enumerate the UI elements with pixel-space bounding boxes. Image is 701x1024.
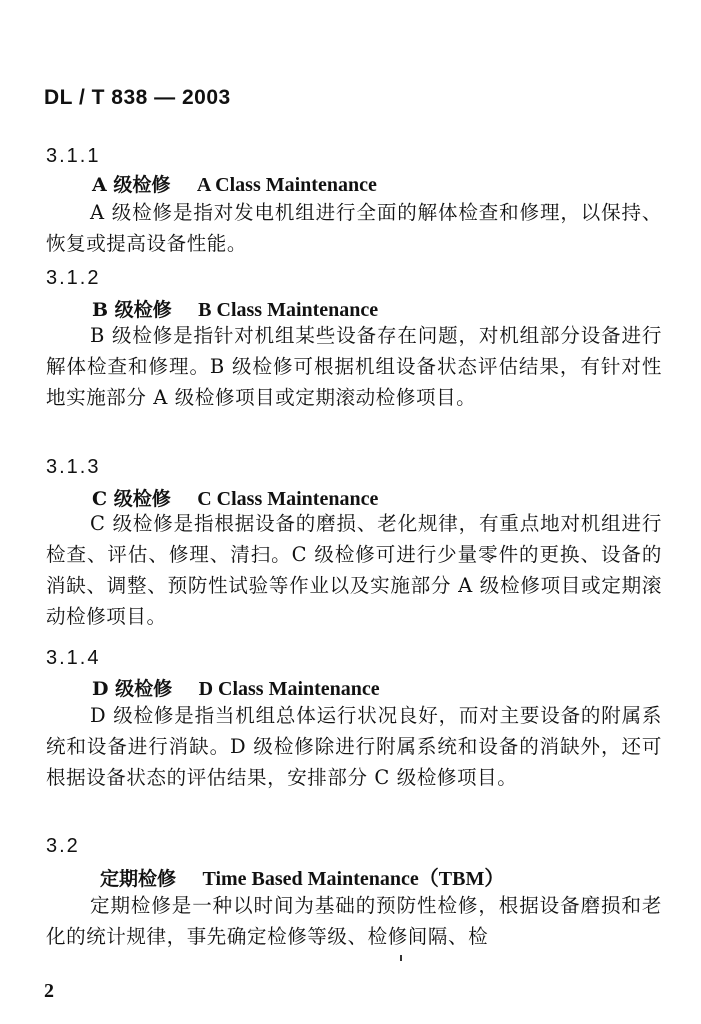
term-heading [100,862,504,891]
term-en: A Class Maintenance [196,174,377,196]
term-heading [92,170,377,197]
page-number: 2 [44,980,54,1002]
section-number: 3.2 [46,835,80,857]
term-en: D Class Maintenance [198,678,380,700]
section-body: C 级检修是指根据设备的磨损、老化规律，有重点地对机组进行检查、评估、修理、清扫。C 级检修可进行少量零件的更换、设备的消缺、调整、预防性试验等作业以及实施部分 A 级检修项目或定期滚动检修项目。 [46,512,662,628]
term-en: C Class Maintenance [197,488,379,510]
scan-speck [400,955,402,961]
term-cn: D 级检修 [92,678,173,700]
section-body: D 级检修是指当机组总体运行状况良好，而对主要设备的附属系统和设备进行消缺。D 级检修除进行附属系统和设备的消缺外，还可根据设备状态的评估结果，安排部分 C 级检修项目。 [46,704,662,789]
section-number: 3.1.4 [46,647,101,669]
term-heading [92,674,380,701]
section-number: 3.1.2 [46,267,101,289]
term-cn: A 级检修 [92,174,171,196]
section-body: A 级检修是指对发电机组进行全面的解体检查和修理，以保持、恢复或提高设备性能。 [46,201,662,255]
section-body: 定期检修是一种以时间为基础的预防性检修，根据设备磨损和老化的统计规律，事先确定检修等级、检修间隔、检 [46,894,662,948]
section-number: 3.1.3 [46,456,101,478]
section-number: 3.1.1 [46,145,101,167]
term-en: B Class Maintenance [198,299,379,321]
term-cn: 定期检修 [100,868,177,890]
section-body: B 级检修是指针对机组某些设备存在问题，对机组部分设备进行解体检查和修理。B 级检修可根据机组设备状态评估结果，有针对性地实施部分 A 级检修项目或定期滚动检修项目。 [46,324,662,409]
term-cn: B 级检修 [92,299,172,321]
term-cn: C 级检修 [92,488,171,510]
standard-code-header: DL / T 838 — 2003 [44,86,231,109]
term-en: Time Based Maintenance（TBM） [202,868,505,890]
term-heading [92,484,378,511]
term-heading [92,295,378,322]
